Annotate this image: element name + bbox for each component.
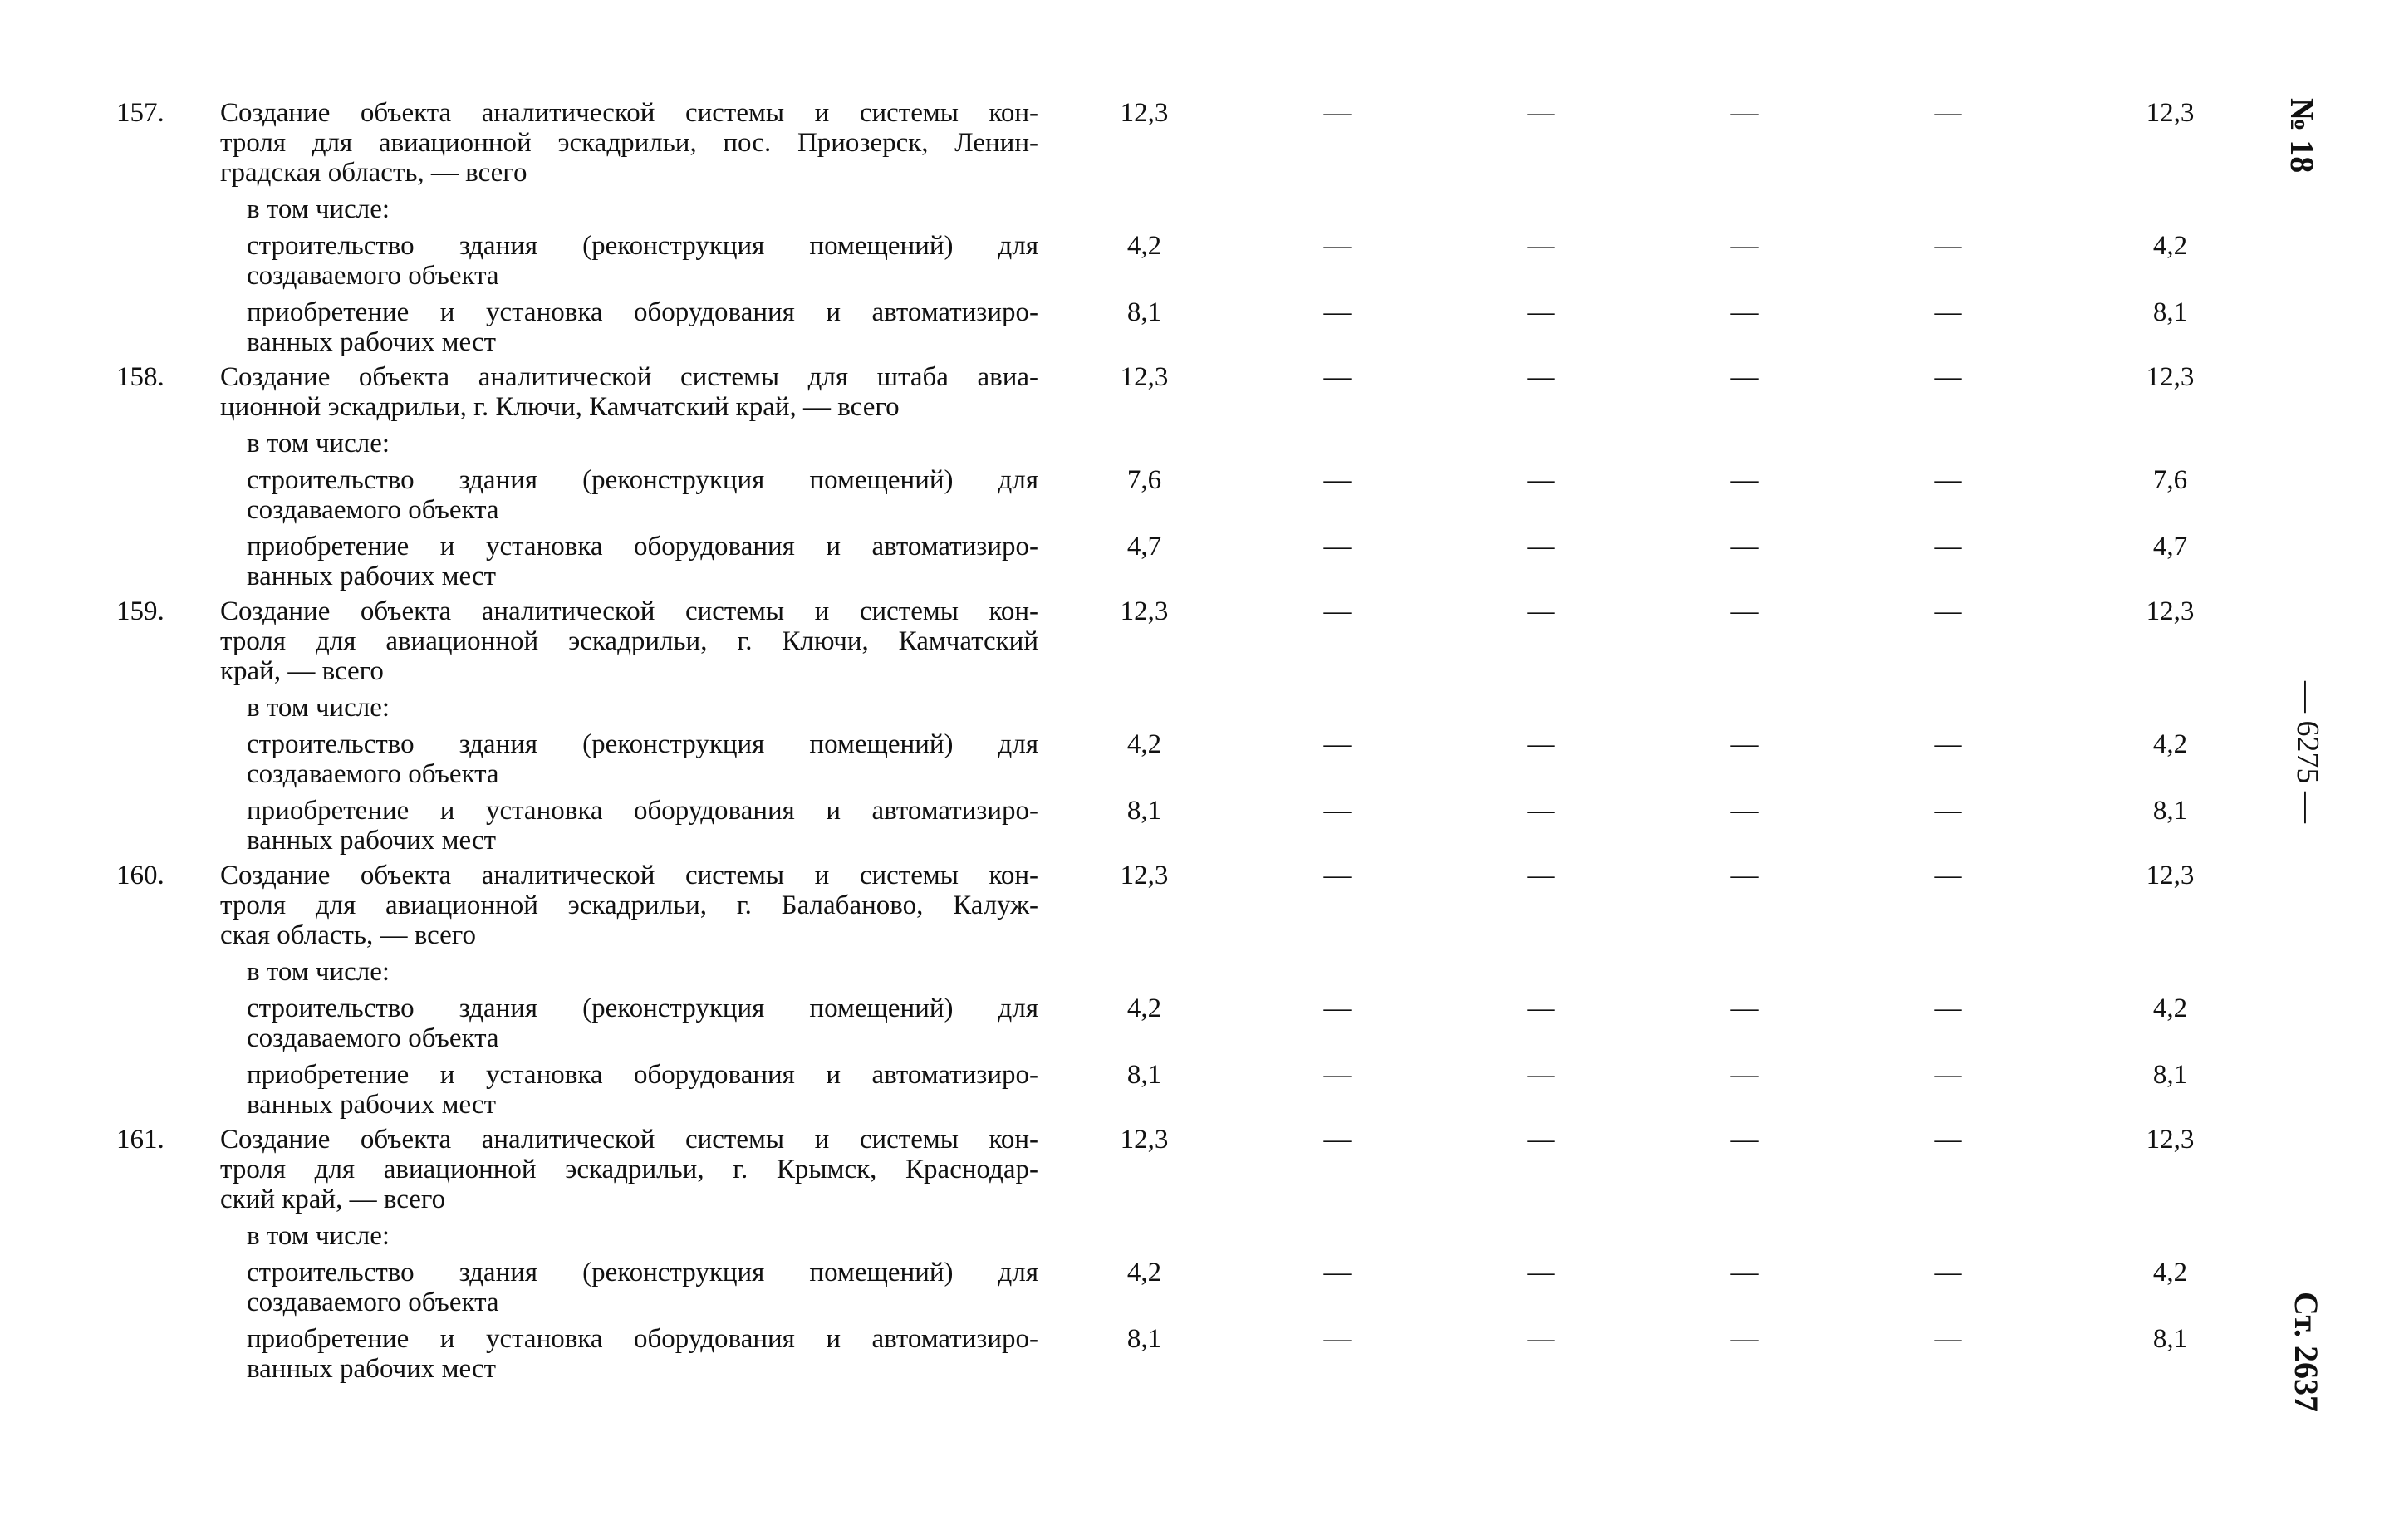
- value-cells: [1038, 297, 2239, 327]
- text-line: Создание объекта аналитической системы и системы кон-: [220, 861, 1038, 890]
- page-number: — 6275 —: [2290, 681, 2325, 823]
- value-cell: —: [1527, 993, 1555, 1023]
- value-cell: —: [1934, 362, 1962, 392]
- value-cell: 8,1: [2152, 1060, 2188, 1090]
- text-line: ционной эскадрильи, г. Ключи, Камчатский край, — всего: [220, 392, 900, 422]
- value-cell: —: [1730, 98, 1759, 128]
- value-cell: 8,1: [1126, 796, 1162, 826]
- value-cell: —: [1934, 1125, 1962, 1155]
- value-cells: [1038, 861, 2239, 890]
- text-line: создаваемого объекта: [247, 1287, 499, 1317]
- value-cell: —: [1323, 362, 1352, 392]
- table-row-entry: [116, 1125, 2243, 1214]
- including-label: в том числе:: [247, 693, 390, 723]
- value-cell: 12,3: [2146, 596, 2195, 626]
- value-cell: —: [1527, 362, 1555, 392]
- value-cell: —: [1934, 993, 1962, 1023]
- text-line: приобретение и установка оборудования и автоматизиро-: [247, 532, 1038, 562]
- value-cell: 4,2: [2152, 1258, 2188, 1287]
- value-cell: 4,7: [1126, 532, 1162, 562]
- text-line: ванных рабочих мест: [247, 826, 497, 856]
- value-cells: [1038, 465, 2239, 495]
- entry-title: [220, 362, 1038, 422]
- value-cells: [1038, 1258, 2239, 1287]
- value-cell: —: [1527, 861, 1555, 890]
- text-line: строительство здания (реконструкция помещений) для: [247, 1258, 1038, 1287]
- value-cell: 4,2: [2152, 729, 2188, 759]
- value-cell: 8,1: [2152, 297, 2188, 327]
- value-cell: —: [1527, 532, 1555, 562]
- value-cell: —: [1934, 231, 1962, 261]
- entry-number: 158.: [116, 362, 164, 392]
- text-line: Создание объекта аналитической системы для штаба авиа-: [220, 362, 1038, 392]
- text-line: ская область, — всего: [220, 920, 477, 950]
- text-line: ванных рабочих мест: [247, 1090, 497, 1120]
- value-cell: 7,6: [1126, 465, 1162, 495]
- value-cell: 12,3: [2146, 861, 2195, 890]
- text-line: троля для авиационной эскадрильи, г. Балабаново, Калуж-: [220, 890, 1038, 920]
- value-cell: —: [1527, 729, 1555, 759]
- text-line: троля для авиационной эскадрильи, г. Крымск, Краснодар-: [220, 1155, 1038, 1184]
- value-cell: 8,1: [2152, 796, 2188, 826]
- table-row-item: [116, 729, 2243, 789]
- value-cells: [1038, 1125, 2239, 1155]
- text-line: приобретение и установка оборудования и автоматизиро-: [247, 1060, 1038, 1090]
- value-cell: —: [1323, 1060, 1352, 1090]
- value-cell: —: [1323, 231, 1352, 261]
- value-cell: 4,2: [2152, 993, 2188, 1023]
- value-cell: —: [1527, 465, 1555, 495]
- table-row-item: [116, 796, 2243, 856]
- including-label: в том числе:: [247, 194, 390, 224]
- value-cell: 4,2: [2152, 231, 2188, 261]
- item-description: [220, 1324, 1038, 1384]
- text-line: ванных рабочих мест: [247, 562, 497, 591]
- value-cell: 8,1: [1126, 297, 1162, 327]
- value-cells: [1038, 993, 2239, 1023]
- table-row-entry: [116, 362, 2243, 422]
- budget-table: [116, 98, 2243, 1384]
- value-cells: [1038, 98, 2239, 128]
- text-line: ванных рабочих мест: [247, 1354, 497, 1384]
- value-cells: [1038, 796, 2239, 826]
- value-cell: 7,6: [2152, 465, 2188, 495]
- entry-number: 157.: [116, 98, 164, 128]
- value-cell: —: [1323, 596, 1352, 626]
- entry-title: [220, 98, 1038, 188]
- issue-number: № 18: [2284, 98, 2321, 174]
- value-cell: —: [1934, 1324, 1962, 1354]
- value-cell: —: [1527, 1258, 1555, 1287]
- text-line: строительство здания (реконструкция помещений) для: [247, 465, 1038, 495]
- value-cell: —: [1323, 861, 1352, 890]
- value-cell: —: [1323, 993, 1352, 1023]
- value-cell: —: [1934, 98, 1962, 128]
- value-cell: —: [1527, 796, 1555, 826]
- table-row-label: [116, 1221, 2243, 1251]
- item-description: [220, 729, 1038, 789]
- table-row-entry: [116, 596, 2243, 686]
- value-cell: —: [1730, 1125, 1759, 1155]
- text-line: Создание объекта аналитической системы и системы кон-: [220, 98, 1038, 128]
- value-cell: —: [1730, 796, 1759, 826]
- including-label: в том числе:: [247, 957, 390, 987]
- text-line: создаваемого объекта: [247, 261, 499, 291]
- value-cell: 8,1: [1126, 1324, 1162, 1354]
- value-cells: [1038, 596, 2239, 626]
- item-description: [220, 993, 1038, 1053]
- value-cell: —: [1934, 1060, 1962, 1090]
- value-cell: —: [1934, 861, 1962, 890]
- value-cell: 4,7: [2152, 532, 2188, 562]
- text-line: ский край, — всего: [220, 1184, 446, 1214]
- value-cell: 12,3: [2146, 362, 2195, 392]
- value-cell: 12,3: [1120, 596, 1169, 626]
- entry-title: [220, 1125, 1038, 1214]
- text-line: приобретение и установка оборудования и автоматизиро-: [247, 1324, 1038, 1354]
- value-cell: —: [1323, 1324, 1352, 1354]
- value-cell: 4,2: [1126, 231, 1162, 261]
- table-row-label: [116, 429, 2243, 459]
- table-row-entry: [116, 861, 2243, 950]
- value-cells: [1038, 362, 2239, 392]
- value-cell: —: [1730, 465, 1759, 495]
- value-cell: 12,3: [1120, 861, 1169, 890]
- table-row-item: [116, 1258, 2243, 1317]
- value-cell: 8,1: [2152, 1324, 2188, 1354]
- table-row-item: [116, 993, 2243, 1053]
- text-line: Создание объекта аналитической системы и системы кон-: [220, 596, 1038, 626]
- value-cell: —: [1934, 465, 1962, 495]
- item-description: [220, 796, 1038, 856]
- item-description: [220, 532, 1038, 591]
- entry-title: [220, 596, 1038, 686]
- value-cells: [1038, 532, 2239, 562]
- item-description: [220, 231, 1038, 291]
- value-cell: —: [1323, 297, 1352, 327]
- table-row-item: [116, 1324, 2243, 1384]
- value-cell: —: [1527, 231, 1555, 261]
- table-row-entry: [116, 98, 2243, 188]
- item-description: [220, 297, 1038, 357]
- value-cell: —: [1934, 1258, 1962, 1287]
- text-line: троля для авиационной эскадрильи, пос. Приозерск, Ленин-: [220, 128, 1038, 158]
- value-cell: 12,3: [2146, 98, 2195, 128]
- value-cell: —: [1730, 231, 1759, 261]
- value-cell: —: [1730, 297, 1759, 327]
- value-cell: —: [1323, 1258, 1352, 1287]
- value-cell: 12,3: [1120, 362, 1169, 392]
- value-cell: —: [1730, 532, 1759, 562]
- value-cell: —: [1323, 1125, 1352, 1155]
- value-cell: 12,3: [2146, 1125, 2195, 1155]
- value-cell: —: [1934, 297, 1962, 327]
- text-line: создаваемого объекта: [247, 495, 499, 525]
- value-cell: —: [1730, 1060, 1759, 1090]
- value-cell: —: [1730, 729, 1759, 759]
- value-cell: —: [1730, 1258, 1759, 1287]
- value-cell: 4,2: [1126, 729, 1162, 759]
- table-row-label: [116, 957, 2243, 987]
- value-cell: 12,3: [1120, 1125, 1169, 1155]
- text-line: Создание объекта аналитической системы и системы кон-: [220, 1125, 1038, 1155]
- text-line: троля для авиационной эскадрильи, г. Ключи, Камчатский: [220, 626, 1038, 656]
- entry-number: 159.: [116, 596, 164, 626]
- text-line: приобретение и установка оборудования и автоматизиро-: [247, 796, 1038, 826]
- including-label: в том числе:: [247, 1221, 390, 1251]
- value-cell: —: [1323, 98, 1352, 128]
- table-row-item: [116, 231, 2243, 291]
- value-cell: —: [1527, 98, 1555, 128]
- value-cell: —: [1323, 729, 1352, 759]
- value-cell: —: [1527, 1125, 1555, 1155]
- item-description: [220, 1060, 1038, 1120]
- article-number: Ст. 2637: [2288, 1292, 2325, 1412]
- item-description: [220, 465, 1038, 525]
- value-cell: —: [1730, 1324, 1759, 1354]
- value-cell: —: [1323, 465, 1352, 495]
- text-line: приобретение и установка оборудования и автоматизиро-: [247, 297, 1038, 327]
- value-cell: —: [1934, 596, 1962, 626]
- text-line: строительство здания (реконструкция помещений) для: [247, 729, 1038, 759]
- value-cell: —: [1527, 1060, 1555, 1090]
- value-cell: —: [1934, 532, 1962, 562]
- text-line: градская область, — всего: [220, 158, 527, 188]
- entry-number: 161.: [116, 1125, 164, 1155]
- table-row-item: [116, 465, 2243, 525]
- entry-number: 160.: [116, 861, 164, 890]
- value-cell: —: [1934, 796, 1962, 826]
- value-cell: 12,3: [1120, 98, 1169, 128]
- value-cells: [1038, 1060, 2239, 1090]
- value-cell: —: [1934, 729, 1962, 759]
- value-cell: —: [1730, 596, 1759, 626]
- text-line: край, — всего: [220, 656, 384, 686]
- value-cells: [1038, 1324, 2239, 1354]
- text-line: строительство здания (реконструкция помещений) для: [247, 993, 1038, 1023]
- value-cell: 4,2: [1126, 993, 1162, 1023]
- value-cell: —: [1527, 596, 1555, 626]
- table-row-item: [116, 532, 2243, 591]
- text-line: ванных рабочих мест: [247, 327, 497, 357]
- entry-title: [220, 861, 1038, 950]
- value-cell: —: [1730, 861, 1759, 890]
- table-row-item: [116, 297, 2243, 357]
- text-line: строительство здания (реконструкция помещений) для: [247, 231, 1038, 261]
- value-cell: —: [1730, 362, 1759, 392]
- value-cell: —: [1730, 993, 1759, 1023]
- value-cell: —: [1323, 532, 1352, 562]
- value-cell: —: [1323, 796, 1352, 826]
- value-cells: [1038, 729, 2239, 759]
- value-cell: —: [1527, 1324, 1555, 1354]
- item-description: [220, 1258, 1038, 1317]
- value-cell: 4,2: [1126, 1258, 1162, 1287]
- value-cell: 8,1: [1126, 1060, 1162, 1090]
- including-label: в том числе:: [247, 429, 390, 459]
- table-row-item: [116, 1060, 2243, 1120]
- table-row-label: [116, 693, 2243, 723]
- value-cells: [1038, 231, 2239, 261]
- table-row-label: [116, 194, 2243, 224]
- value-cell: —: [1527, 297, 1555, 327]
- text-line: создаваемого объекта: [247, 759, 499, 789]
- text-line: создаваемого объекта: [247, 1023, 499, 1053]
